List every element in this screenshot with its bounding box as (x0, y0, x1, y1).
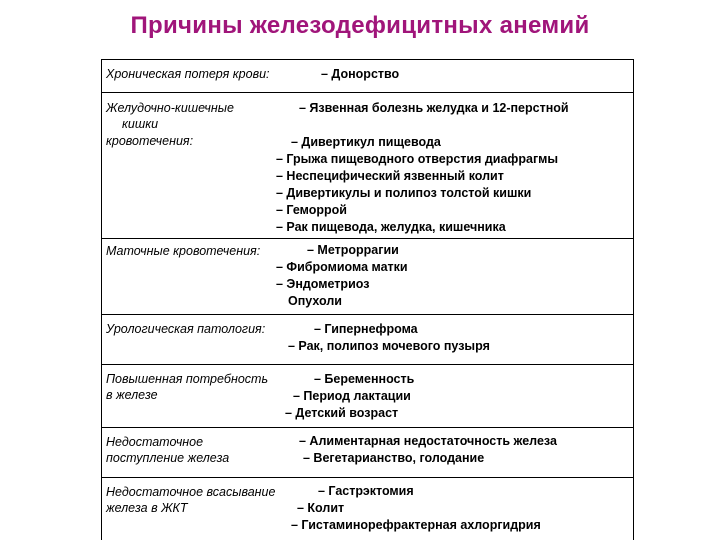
row-label-line: кровотечения: (106, 134, 194, 148)
table-row-gi-bleeding (102, 93, 633, 239)
row-item: – Беременность (314, 372, 415, 386)
row-item: – Рак, полипоз мочевого пузыря (288, 339, 490, 353)
row-item: – Метроррагии (307, 243, 399, 257)
row-item: – Вегетарианство, голодание (303, 451, 485, 465)
row-label-line: Повышенная потребность (106, 372, 269, 386)
row-item: – Колит (297, 501, 345, 515)
page-title: Причины железодефицитных анемий (130, 12, 590, 39)
row-item: – Эндометриоз (276, 277, 370, 291)
table-row-insufficient-intake (102, 428, 633, 478)
table-row-blood-loss (102, 60, 633, 93)
row-item: – Неспецифический язвенный колит (276, 169, 504, 183)
table-row-malabsorption (102, 478, 633, 541)
row-item: – Фибромиома матки (276, 260, 408, 274)
row-label: Урологическая патология: (106, 322, 266, 336)
row-item: – Гастрэктомия (318, 484, 414, 498)
row-label-line: в железе (106, 388, 158, 402)
table-row-urology (102, 315, 633, 365)
causes-table (101, 59, 634, 540)
row-item: Опухоли (288, 294, 342, 308)
row-label-line: железа в ЖКТ (106, 501, 188, 515)
row-label-line: поступление железа (106, 451, 230, 465)
row-label: Хроническая потеря крови: (106, 67, 270, 81)
row-item: – Дивертикул пищевода (291, 135, 441, 149)
table-row-increased-need (102, 365, 633, 428)
row-item: – Гистаминорефрактерная ахлоргидрия (291, 518, 541, 532)
row-label-line: Недостаточное всасывание (106, 485, 276, 499)
row-item: – Период лактации (293, 389, 411, 403)
row-item: – Грыжа пищеводного отверстия диафрагмы (276, 152, 559, 166)
row-label-line: Желудочно-кишечные (106, 101, 234, 115)
row-label-line: кишки (122, 117, 159, 131)
row-item: – Рак пищевода, желудка, кишечника (276, 220, 506, 234)
row-item: – Детский возраст (285, 406, 399, 420)
row-item: – Донорство (321, 67, 400, 81)
row-label: Маточные кровотечения: (106, 244, 261, 258)
table-row-uterine-bleeding (102, 239, 633, 315)
row-item: – Гипернефрома (314, 322, 418, 336)
row-item: – Дивертикулы и полипоз толстой кишки (276, 186, 532, 200)
row-item: – Геморрой (276, 203, 347, 217)
row-item: – Алиментарная недостаточность железа (299, 434, 557, 448)
row-item: – Язвенная болезнь желудка и 12-перстной (299, 101, 569, 115)
row-label-line: Недостаточное (106, 435, 204, 449)
